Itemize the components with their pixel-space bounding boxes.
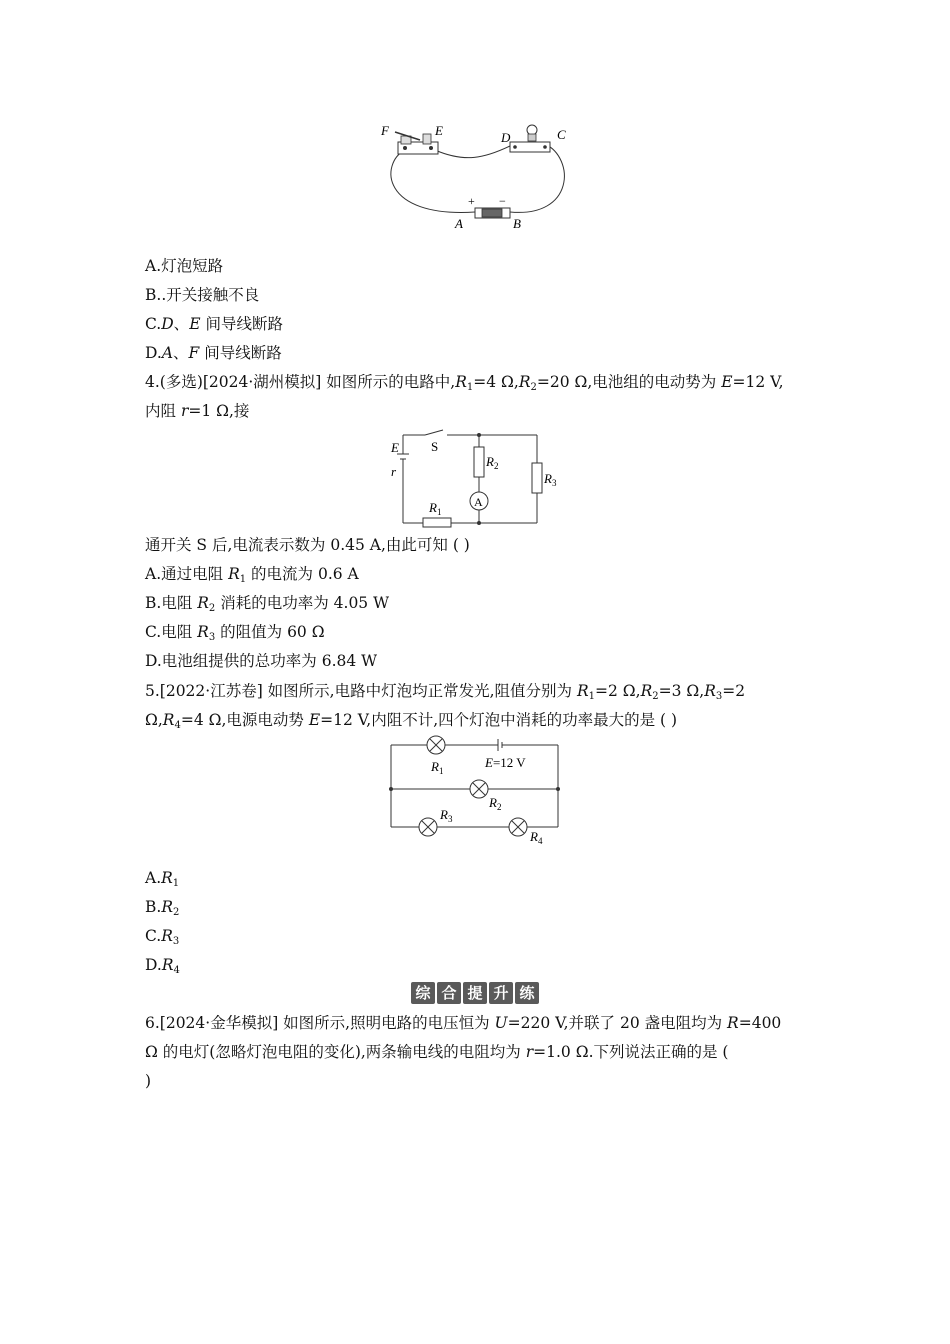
- q5-fig-R1: $R_1$: [431, 759, 444, 776]
- var: A: [161, 344, 174, 362]
- option-text: D.: [145, 344, 162, 362]
- q4-option-d[interactable]: D.电池组提供的总功率为 6.84 W: [145, 652, 378, 670]
- q4-fig-ammeter: A: [474, 495, 483, 509]
- banner-char: 综: [411, 982, 435, 1004]
- q3-option-b[interactable]: [145, 285, 259, 305]
- banner-char: 提: [463, 982, 487, 1004]
- q6-stem-line1: 6.[2024·金华模拟] 如图所示,照明电路的电压恒为 U=220 V,并联了 20 盏电阻均为 R=400: [145, 1014, 782, 1032]
- q4-stem-line1: 4.(多选)[2024·湖州模拟] 如图所示的电路中$,R_1=4$ $\Omega,R_2=20$ Ω,电池组的电动势为 E=12 V,: [145, 373, 784, 393]
- option-text: B..开关接触不良: [145, 286, 260, 304]
- q4-option-a[interactable]: A.通过电阻 $R_1$ 的电流为 0.6 A: [145, 565, 359, 585]
- fig1-label-plus: +: [468, 194, 475, 208]
- option-text: 间导线断路: [199, 344, 282, 362]
- var: D: [161, 315, 174, 333]
- q4-option-c[interactable]: C.电阻 $R_3$ 的阻值为 60 Ω: [145, 623, 325, 643]
- q6-stem-line2: Ω 的电灯(忽略灯泡电阻的变化),两条输电线的电阻均为 r=1.0 Ω.下列说法正确的是 (: [145, 1043, 729, 1061]
- q6-stem-line3: ): [145, 1072, 152, 1090]
- fig1-label-D: D: [501, 130, 511, 145]
- option-text: 、: [173, 344, 189, 362]
- q4-fig-E: E: [391, 440, 399, 455]
- q4-fig-r: r: [391, 464, 397, 479]
- fig1-label-B: B: [513, 216, 521, 231]
- fig1-label-F: F: [381, 123, 389, 138]
- q5-option-c[interactable]: $C.R_3$: [145, 927, 180, 947]
- q4-stem-line3: 通开关 S 后,电流表示数为 0.45 A,由此可知 ( ): [145, 536, 470, 554]
- q4-fig-R2: $R_2$: [486, 454, 499, 471]
- section-banner: [411, 982, 539, 1004]
- q5-option-d[interactable]: $D.R_4$: [145, 956, 180, 976]
- option-text: 间导线断路: [200, 315, 283, 333]
- fig1-label-minus: −: [499, 194, 506, 208]
- banner-char: 升: [489, 982, 513, 1004]
- q5-fig-R3: $R_3$: [440, 807, 453, 824]
- q5-option-b[interactable]: $B.R_2$: [145, 898, 180, 918]
- figure-q5-circuit: [385, 735, 565, 850]
- q3-option-c[interactable]: [145, 314, 283, 334]
- fig1-label-E: E: [435, 123, 443, 138]
- q5-stem-line2: $\Omega,R_4=4$ Ω,电源电动势 E=12 V,内阻不计,四个灯泡中消耗的功率最大的是 ( ): [145, 711, 678, 731]
- q4-stem-line2: 内阻 r=1 Ω,接: [145, 402, 250, 420]
- q4-fig-R1: $R_1$: [429, 500, 442, 517]
- var: E: [189, 315, 201, 333]
- banner-char: 合: [437, 982, 461, 1004]
- option-text: C.: [145, 315, 162, 333]
- option-text: A.灯泡短路: [145, 257, 224, 275]
- q3-option-a[interactable]: [145, 256, 223, 276]
- q5-fig-emf: E=12 V: [485, 755, 526, 770]
- q4-fig-R3: $R_3$: [544, 471, 557, 488]
- banner-char: 练: [515, 982, 539, 1004]
- fig1-label-C: C: [557, 127, 566, 142]
- q3-option-d[interactable]: [145, 343, 282, 363]
- figure-q4-circuit: [385, 430, 555, 530]
- fig1-label-A: A: [455, 216, 463, 231]
- q5-fig-R2: $R_2$: [489, 795, 502, 812]
- figure-physical-circuit: [375, 118, 590, 236]
- q5-fig-R4: $R_4$: [530, 829, 543, 846]
- option-text: 、: [173, 315, 190, 333]
- var: F: [188, 344, 200, 362]
- q5-stem-line1: 5.[2022·江苏卷] 如图所示,电路中灯泡均正常发光,阻值分别为 $R_1=2$ $\Omega,R_2=3$ $\Omega,R_3=2$: [145, 682, 746, 702]
- q4-option-b[interactable]: B.电阻 $R_2$ 消耗的电功率为 4.05 W: [145, 594, 390, 614]
- q4-fig-S: S: [431, 439, 439, 454]
- q5-option-a[interactable]: $A.R_1$: [145, 869, 180, 889]
